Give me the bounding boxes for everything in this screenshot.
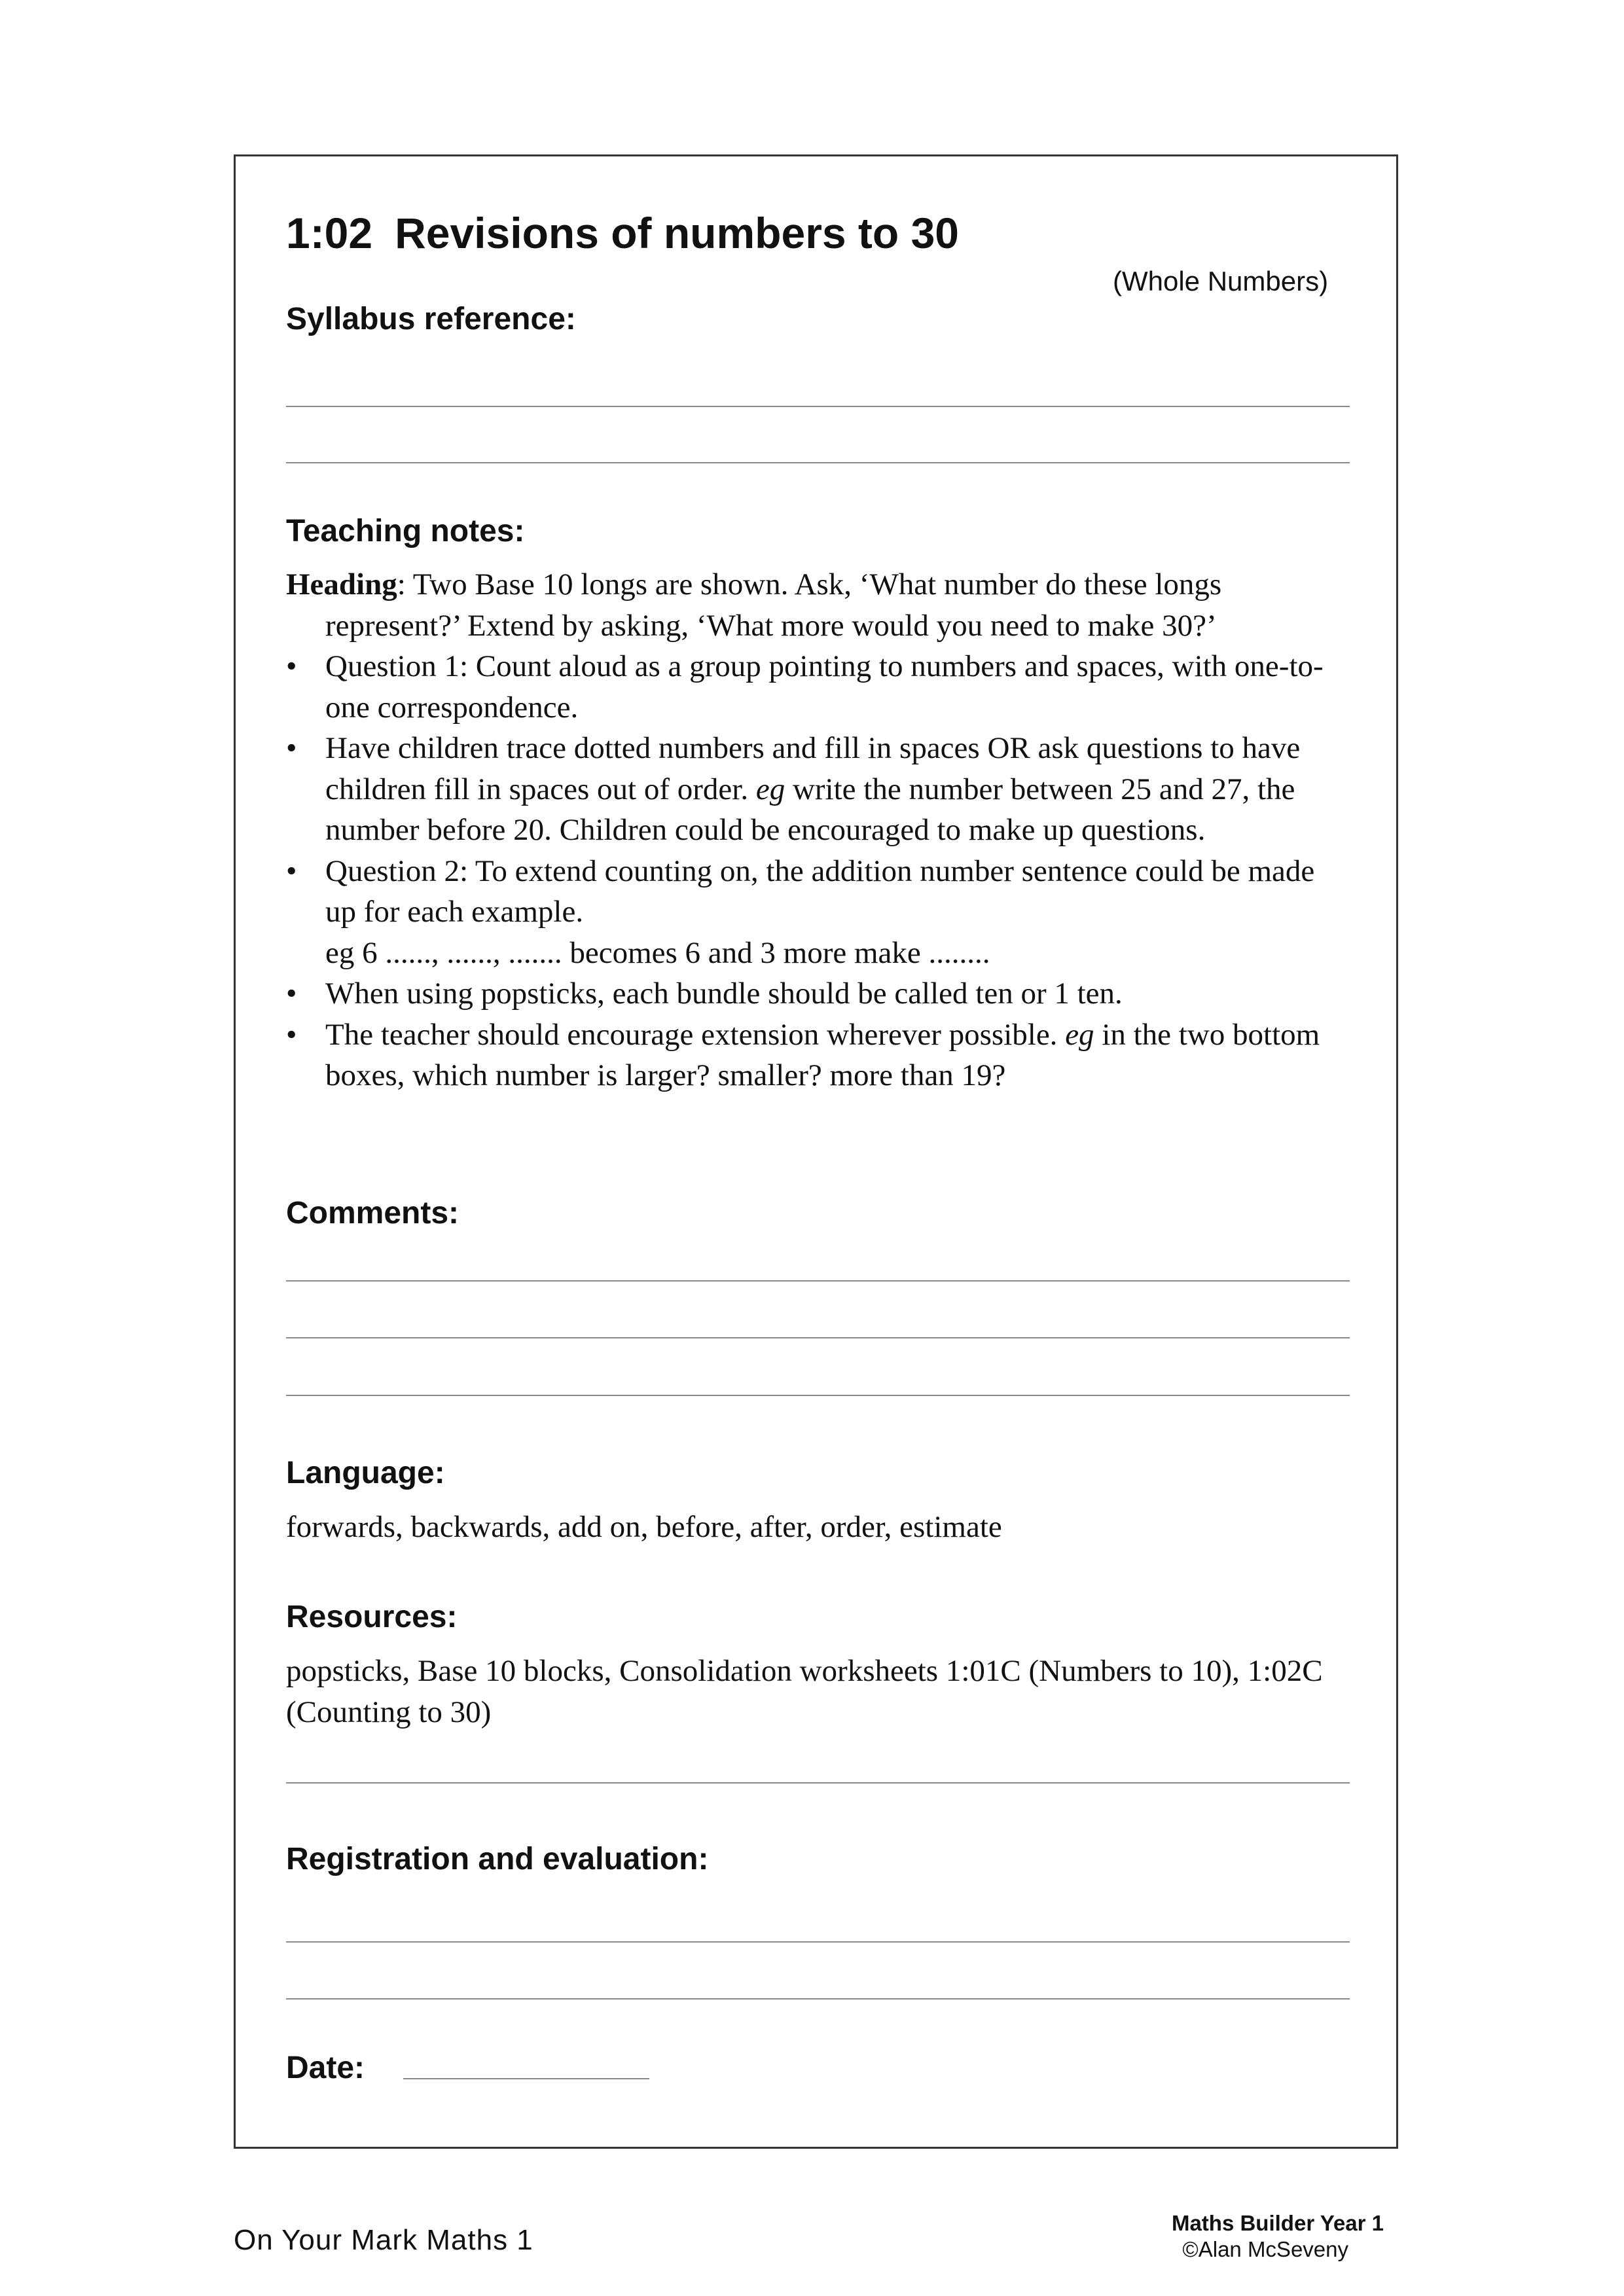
list-item-text: in the two bottom boxes, which number is larger? smaller? more than 19? <box>325 1017 1320 1092</box>
bullet-icon: • <box>286 731 297 765</box>
bullet-icon: • <box>286 853 297 888</box>
teaching-notes-heading: Teaching notes: <box>286 514 525 548</box>
syllabus-line-2 <box>286 462 1350 463</box>
syllabus-line-1 <box>286 406 1350 407</box>
eg-abbrev: eg <box>1065 1017 1094 1052</box>
comments-line-3 <box>286 1395 1350 1396</box>
bullet-icon: • <box>286 977 297 1011</box>
list-item-text: write the number between 25 and 27, the number before 20. Children could be encouraged to make up questions. <box>325 772 1295 847</box>
example-line: eg 6 ......, ......, ....... becomes 6 and 3 more make ........ <box>325 935 990 970</box>
subject-label: (Whole Numbers) <box>1113 266 1329 296</box>
notes-list <box>286 646 1350 1096</box>
bullet-icon: • <box>286 1017 297 1052</box>
list-item-text: Question 1: Count aloud as a group pointing to numbers and spaces, with one-to-one correspondence. <box>325 649 1324 725</box>
list-item-text: Question 2: To extend counting on, the addition number sentence could be made up for each example. <box>325 853 1315 929</box>
syllabus-heading: Syllabus reference: <box>286 302 576 336</box>
notes-heading-paragraph <box>286 564 1350 646</box>
date-label: Date: <box>286 2051 365 2085</box>
registration-heading: Registration and evaluation: <box>286 1842 709 1876</box>
list-item-text: When using popsticks, each bundle should be called ten or 1 ten. <box>325 977 1123 1011</box>
comments-line-1 <box>286 1280 1350 1282</box>
registration-line-2 <box>286 1998 1350 2000</box>
resources-heading: Resources: <box>286 1600 458 1634</box>
resources-line <box>286 1782 1350 1784</box>
list-item <box>286 973 1350 1014</box>
teaching-notes-body <box>286 564 1350 1096</box>
date-line <box>403 2078 649 2079</box>
bullet-icon: • <box>286 649 297 683</box>
comments-heading: Comments: <box>286 1196 460 1230</box>
list-item <box>286 851 1350 974</box>
list-item <box>286 728 1350 851</box>
heading-term: Heading <box>286 567 397 601</box>
list-item <box>286 1014 1350 1096</box>
list-item <box>286 646 1350 728</box>
footer-book-title: Maths Builder Year 1 <box>1171 2211 1384 2235</box>
heading-description: : Two Base 10 longs are shown. Ask, ‘What number do these longs represent?’ Extend by asking, ‘What more would you need to make 30?’ <box>325 567 1222 643</box>
language-text: forwards, backwards, add on, before, after, order, estimate <box>286 1510 1002 1544</box>
eg-abbrev: eg <box>755 772 785 806</box>
registration-line-1 <box>286 1941 1350 1943</box>
resources-text: popsticks, Base 10 blocks, Consolidation worksheets 1:01C (Numbers to 10), 1:02C (Counting to 30) <box>286 1654 1323 1729</box>
footer-copyright: ©Alan McSeveny <box>1182 2237 1348 2261</box>
list-item-text: The teacher should encourage extension wherever possible. <box>325 1017 1066 1052</box>
footer-series-title: On Your Mark Maths 1 <box>234 2224 533 2256</box>
page-title <box>286 208 959 258</box>
list-item-text: Have children trace dotted numbers and fill in spaces OR ask questions to have children fill in spaces out of order. <box>325 731 1301 806</box>
comments-line-2 <box>286 1337 1350 1338</box>
lesson-number: 1:02 <box>286 209 373 257</box>
lesson-title: Revisions of numbers to 30 <box>395 209 959 257</box>
language-heading: Language: <box>286 1456 445 1490</box>
